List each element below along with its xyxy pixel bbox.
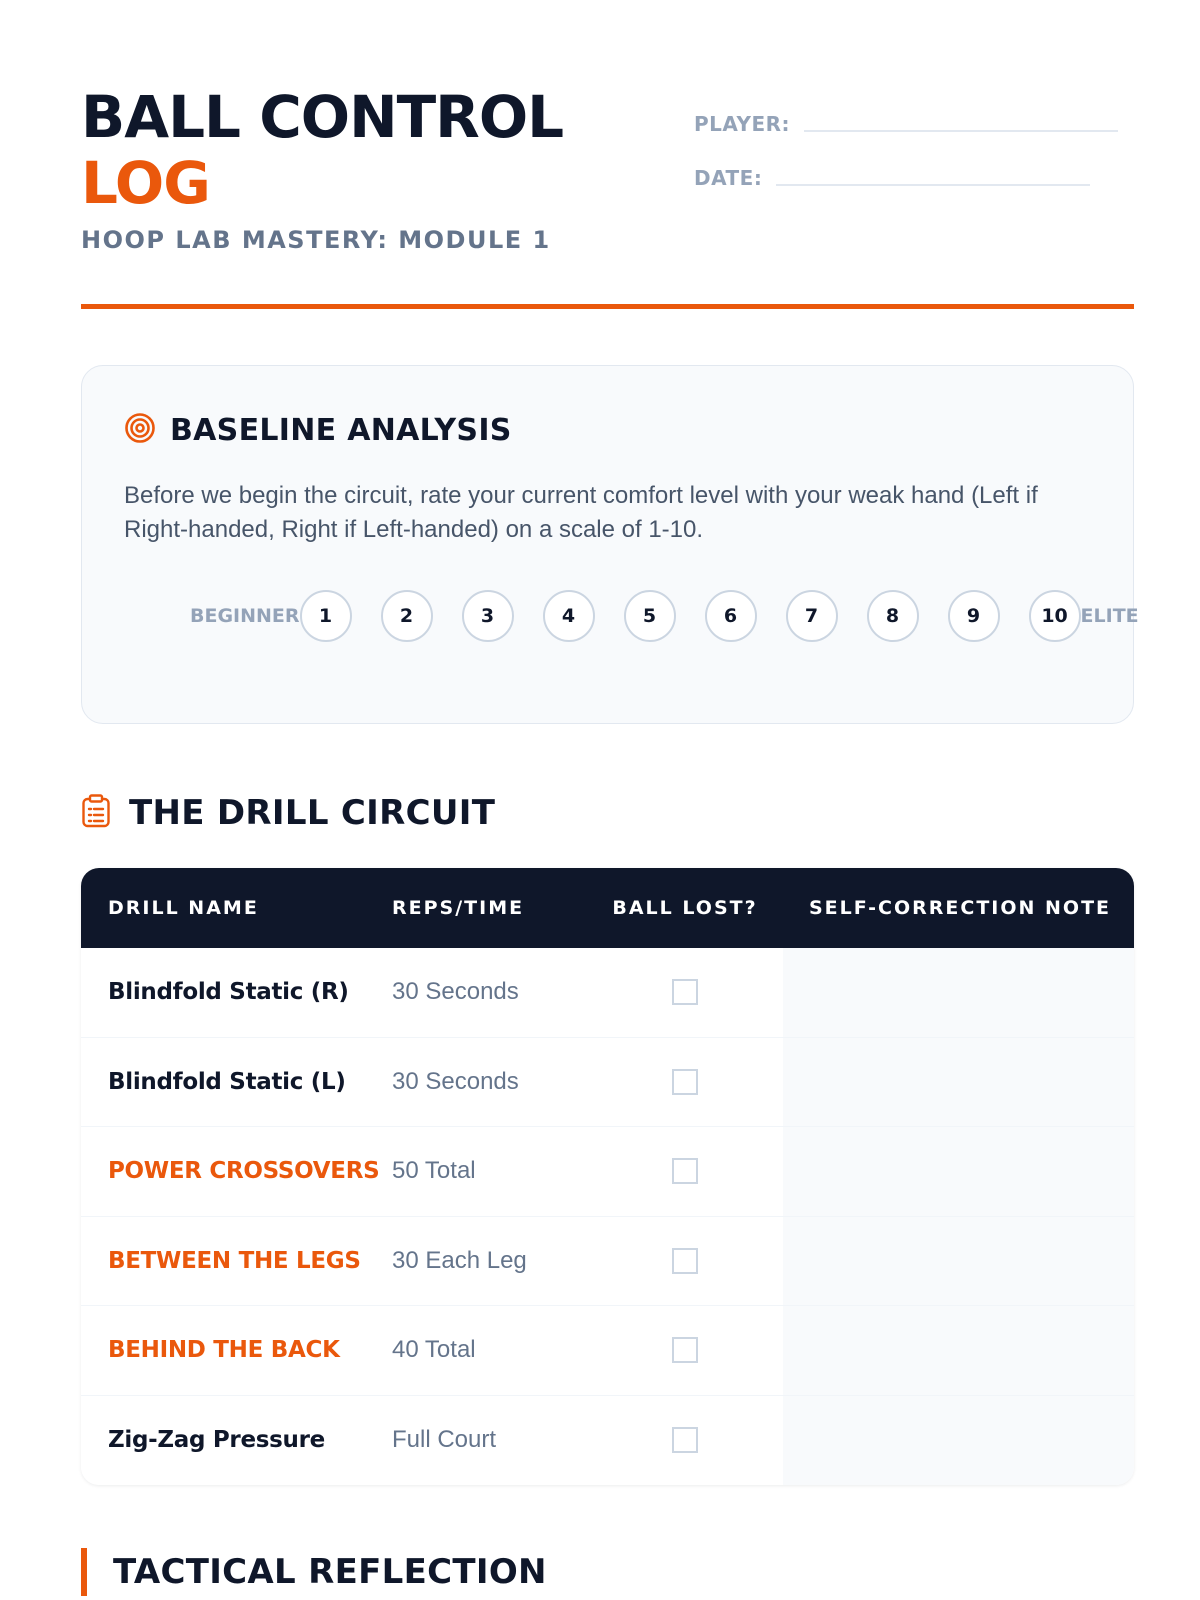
date-label: DATE: bbox=[694, 166, 763, 190]
player-label: PLAYER: bbox=[694, 112, 791, 136]
drill-reps: 50 Total bbox=[392, 1157, 476, 1185]
page-subtitle: HOOP LAB MASTERY: MODULE 1 bbox=[81, 226, 551, 254]
rating-option[interactable]: 4 bbox=[543, 590, 595, 642]
self-correction-note-field[interactable] bbox=[783, 1306, 1134, 1395]
table-header bbox=[81, 868, 1134, 948]
table-body bbox=[81, 948, 1134, 1485]
ball-lost-checkbox[interactable] bbox=[672, 979, 698, 1005]
column-header-drill-name: DRILL NAME bbox=[108, 897, 259, 919]
ball-lost-cell bbox=[587, 1127, 783, 1216]
rating-option[interactable]: 7 bbox=[786, 590, 838, 642]
clipboard-list-icon bbox=[81, 794, 111, 833]
table-row bbox=[81, 1127, 1134, 1217]
drill-name: BEHIND THE BACK bbox=[108, 1337, 340, 1364]
ball-lost-checkbox[interactable] bbox=[672, 1069, 698, 1095]
drill-reps: 40 Total bbox=[392, 1336, 476, 1364]
ball-lost-cell bbox=[587, 1217, 783, 1306]
rating-option[interactable]: 1 bbox=[300, 590, 352, 642]
rating-option[interactable]: 10 bbox=[1029, 590, 1081, 642]
baseline-header bbox=[124, 412, 512, 449]
rating-option[interactable]: 3 bbox=[462, 590, 514, 642]
section-accent-bar bbox=[81, 1548, 87, 1596]
date-line[interactable] bbox=[776, 184, 1090, 186]
baseline-title: BASELINE ANALYSIS bbox=[170, 413, 512, 448]
rating-options bbox=[300, 590, 1081, 642]
player-line[interactable] bbox=[804, 130, 1118, 132]
title-line-2: LOG bbox=[81, 149, 210, 217]
drill-name: POWER CROSSOVERS bbox=[108, 1158, 380, 1185]
baseline-description: Before we begin the circuit, rate your current comfort level with your weak hand (Left if Right-handed, Right if Left-handed) on a scale of 1-10. bbox=[124, 482, 1038, 543]
drill-name: Zig-Zag Pressure bbox=[108, 1427, 325, 1454]
drill-reps: Full Court bbox=[392, 1426, 497, 1454]
table-row bbox=[81, 948, 1134, 1038]
drill-reps: 30 Seconds bbox=[392, 978, 519, 1006]
drill-table bbox=[81, 868, 1134, 1485]
self-correction-note-field[interactable] bbox=[783, 948, 1134, 1037]
table-row bbox=[81, 1217, 1134, 1307]
tactical-reflection-title: TACTICAL REFLECTION bbox=[113, 1552, 547, 1592]
self-correction-note-field[interactable] bbox=[783, 1217, 1134, 1306]
ball-lost-checkbox[interactable] bbox=[672, 1427, 698, 1453]
column-header-note: SELF-CORRECTION NOTE bbox=[809, 897, 1112, 919]
column-header-ball-lost: BALL LOST? bbox=[612, 897, 758, 919]
comfort-rating-scale bbox=[190, 590, 1139, 642]
ball-lost-cell bbox=[587, 1396, 783, 1486]
self-correction-note-field[interactable] bbox=[783, 1396, 1134, 1486]
drill-reps: 30 Each Leg bbox=[392, 1246, 527, 1274]
table-row bbox=[81, 1306, 1134, 1396]
ball-lost-cell bbox=[587, 1306, 783, 1395]
scale-max-label: ELITE bbox=[1080, 605, 1139, 627]
date-field[interactable] bbox=[694, 138, 1134, 192]
ball-lost-checkbox[interactable] bbox=[672, 1337, 698, 1363]
rating-option[interactable]: 8 bbox=[867, 590, 919, 642]
ball-lost-cell bbox=[587, 948, 783, 1037]
table-row bbox=[81, 1396, 1134, 1486]
baseline-card bbox=[81, 365, 1139, 724]
page-header bbox=[81, 84, 1134, 312]
ball-lost-cell bbox=[587, 1038, 783, 1127]
rating-option[interactable]: 6 bbox=[705, 590, 757, 642]
drill-name: Blindfold Static (L) bbox=[108, 1068, 346, 1095]
drill-circuit-header bbox=[81, 793, 495, 833]
column-header-reps: REPS/TIME bbox=[392, 897, 525, 919]
self-correction-note-field[interactable] bbox=[783, 1038, 1134, 1127]
rating-option[interactable]: 2 bbox=[381, 590, 433, 642]
tactical-reflection-header bbox=[81, 1548, 547, 1596]
player-field[interactable] bbox=[694, 84, 1134, 138]
rating-option[interactable]: 5 bbox=[624, 590, 676, 642]
scale-min-label: BEGINNER bbox=[190, 605, 300, 627]
drill-name: BETWEEN THE LEGS bbox=[108, 1247, 361, 1274]
drill-circuit-title: THE DRILL CIRCUIT bbox=[129, 793, 496, 833]
ball-lost-checkbox[interactable] bbox=[672, 1158, 698, 1184]
drill-name: Blindfold Static (R) bbox=[108, 979, 349, 1006]
table-row bbox=[81, 1038, 1134, 1128]
title-line-1: BALL CONTROL bbox=[81, 83, 564, 151]
rating-option[interactable]: 9 bbox=[948, 590, 1000, 642]
target-icon bbox=[124, 412, 156, 449]
self-correction-note-field[interactable] bbox=[783, 1127, 1134, 1216]
drill-reps: 30 Seconds bbox=[392, 1067, 519, 1095]
ball-lost-checkbox[interactable] bbox=[672, 1248, 698, 1274]
meta-fields bbox=[694, 84, 1134, 192]
header-divider bbox=[81, 304, 1134, 309]
